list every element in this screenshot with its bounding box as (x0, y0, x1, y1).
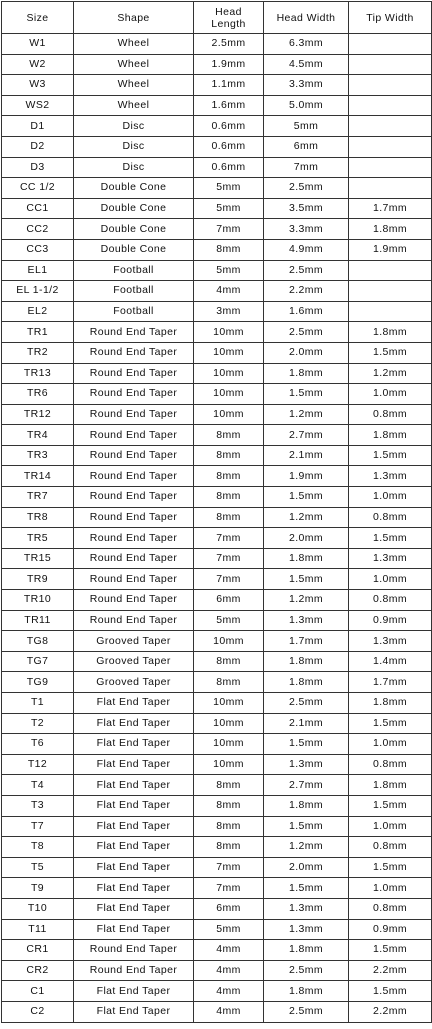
size-cell: TR15 (2, 548, 74, 569)
head-length-cell: 8mm (194, 466, 264, 487)
head-length-cell: 1.9mm (194, 54, 264, 75)
head-length-cell: 5mm (194, 198, 264, 219)
table-row (2, 136, 432, 157)
size-cell: TR8 (2, 507, 74, 528)
head-length-cell: 8mm (194, 672, 264, 693)
head-width-cell: 2.1mm (264, 445, 349, 466)
head-length-cell: 5mm (194, 610, 264, 631)
head-length-cell: 1.1mm (194, 75, 264, 96)
size-cell: D3 (2, 157, 74, 178)
table-row (2, 198, 432, 219)
size-cell: T6 (2, 734, 74, 755)
shape-cell: Disc (74, 136, 194, 157)
tip-width-cell: 1.0mm (349, 384, 432, 405)
head-length-cell: 0.6mm (194, 116, 264, 137)
size-cell: TR9 (2, 569, 74, 590)
size-cell: TR12 (2, 404, 74, 425)
head-length-cell: 8mm (194, 445, 264, 466)
size-cell: T12 (2, 754, 74, 775)
head-width-cell: 2.1mm (264, 713, 349, 734)
table-row (2, 837, 432, 858)
head-width-cell: 1.2mm (264, 404, 349, 425)
size-cell: CC3 (2, 239, 74, 260)
header-size: Size (2, 2, 74, 34)
size-cell: CR1 (2, 940, 74, 961)
table-row (2, 795, 432, 816)
shape-cell: Football (74, 281, 194, 302)
head-width-cell: 3.5mm (264, 198, 349, 219)
size-cell: TR11 (2, 610, 74, 631)
table-row (2, 878, 432, 899)
bur-size-table (1, 1, 432, 1023)
tip-width-cell: 1.5mm (349, 342, 432, 363)
head-width-cell: 1.8mm (264, 651, 349, 672)
shape-cell: Grooved Taper (74, 631, 194, 652)
tip-width-cell: 1.8mm (349, 775, 432, 796)
head-width-cell: 2.0mm (264, 342, 349, 363)
size-cell: T3 (2, 795, 74, 816)
head-length-cell: 4mm (194, 981, 264, 1002)
table-row (2, 34, 432, 55)
head-width-cell: 2.0mm (264, 528, 349, 549)
head-width-cell: 1.3mm (264, 919, 349, 940)
head-width-cell: 1.3mm (264, 754, 349, 775)
head-width-cell: 3.3mm (264, 75, 349, 96)
table-row (2, 466, 432, 487)
head-length-cell: 3mm (194, 301, 264, 322)
head-length-cell: 10mm (194, 754, 264, 775)
shape-cell: Round End Taper (74, 940, 194, 961)
header-row (2, 2, 432, 34)
header-head-length-line2: Length (211, 17, 246, 30)
shape-cell: Flat End Taper (74, 857, 194, 878)
tip-width-cell: 1.4mm (349, 651, 432, 672)
shape-cell: Round End Taper (74, 507, 194, 528)
tip-width-cell: 1.8mm (349, 322, 432, 343)
table-row (2, 651, 432, 672)
table-row (2, 425, 432, 446)
shape-cell: Football (74, 301, 194, 322)
tip-width-cell: 0.8mm (349, 590, 432, 611)
table-row (2, 693, 432, 714)
tip-width-cell: 0.8mm (349, 754, 432, 775)
size-cell: T5 (2, 857, 74, 878)
table-row (2, 940, 432, 961)
head-length-cell: 10mm (194, 734, 264, 755)
table-row (2, 528, 432, 549)
head-width-cell: 2.5mm (264, 693, 349, 714)
table-row (2, 363, 432, 384)
shape-cell: Round End Taper (74, 425, 194, 446)
head-length-cell: 8mm (194, 239, 264, 260)
tip-width-cell: 1.5mm (349, 857, 432, 878)
size-cell: TR14 (2, 466, 74, 487)
shape-cell: Flat End Taper (74, 1001, 194, 1022)
header-head-length (194, 2, 264, 34)
size-cell: D2 (2, 136, 74, 157)
head-width-cell: 1.5mm (264, 384, 349, 405)
shape-cell: Round End Taper (74, 590, 194, 611)
head-width-cell: 2.5mm (264, 960, 349, 981)
size-cell: TR1 (2, 322, 74, 343)
table-row (2, 981, 432, 1002)
head-length-cell: 5mm (194, 260, 264, 281)
tip-width-cell: 0.8mm (349, 507, 432, 528)
head-width-cell: 7mm (264, 157, 349, 178)
size-cell: CC2 (2, 219, 74, 240)
table-row (2, 342, 432, 363)
head-width-cell: 4.5mm (264, 54, 349, 75)
size-cell: TR10 (2, 590, 74, 611)
size-cell: WS2 (2, 95, 74, 116)
size-cell: D1 (2, 116, 74, 137)
table-row (2, 95, 432, 116)
head-width-cell: 2.0mm (264, 857, 349, 878)
shape-cell: Flat End Taper (74, 816, 194, 837)
tip-width-cell: 1.7mm (349, 672, 432, 693)
head-length-cell: 10mm (194, 384, 264, 405)
shape-cell: Round End Taper (74, 528, 194, 549)
shape-cell: Disc (74, 157, 194, 178)
head-width-cell: 1.5mm (264, 487, 349, 508)
head-length-cell: 7mm (194, 548, 264, 569)
header-head-width: Head Width (264, 2, 349, 34)
head-width-cell: 1.7mm (264, 631, 349, 652)
shape-cell: Flat End Taper (74, 898, 194, 919)
size-cell: TR7 (2, 487, 74, 508)
table-row (2, 54, 432, 75)
shape-cell: Wheel (74, 34, 194, 55)
head-length-cell: 10mm (194, 363, 264, 384)
head-width-cell: 1.3mm (264, 898, 349, 919)
shape-cell: Flat End Taper (74, 981, 194, 1002)
head-length-cell: 5mm (194, 919, 264, 940)
table-row (2, 116, 432, 137)
head-length-cell: 6mm (194, 898, 264, 919)
head-width-cell: 2.5mm (264, 322, 349, 343)
table-row (2, 507, 432, 528)
shape-cell: Double Cone (74, 219, 194, 240)
head-length-cell: 10mm (194, 693, 264, 714)
size-cell: TR3 (2, 445, 74, 466)
table-row (2, 569, 432, 590)
tip-width-cell: 1.8mm (349, 693, 432, 714)
shape-cell: Flat End Taper (74, 837, 194, 858)
head-length-cell: 0.6mm (194, 136, 264, 157)
tip-width-cell: 1.0mm (349, 816, 432, 837)
table-row (2, 775, 432, 796)
tip-width-cell: 1.5mm (349, 445, 432, 466)
head-width-cell: 2.7mm (264, 775, 349, 796)
tip-width-cell: 1.9mm (349, 239, 432, 260)
head-length-cell: 0.6mm (194, 157, 264, 178)
size-cell: TG8 (2, 631, 74, 652)
tip-width-cell: 2.2mm (349, 1001, 432, 1022)
head-width-cell: 1.8mm (264, 672, 349, 693)
shape-cell: Flat End Taper (74, 919, 194, 940)
table-row (2, 157, 432, 178)
shape-cell: Round End Taper (74, 363, 194, 384)
head-length-cell: 10mm (194, 342, 264, 363)
tip-width-cell: 1.7mm (349, 198, 432, 219)
size-cell: CC 1/2 (2, 178, 74, 199)
head-width-cell: 2.5mm (264, 178, 349, 199)
size-cell: TR13 (2, 363, 74, 384)
tip-width-cell (349, 301, 432, 322)
table-row (2, 960, 432, 981)
table-row (2, 919, 432, 940)
table-row (2, 754, 432, 775)
size-cell: CR2 (2, 960, 74, 981)
size-cell: TR6 (2, 384, 74, 405)
size-cell: TR5 (2, 528, 74, 549)
table-row (2, 178, 432, 199)
head-length-cell: 8mm (194, 837, 264, 858)
head-width-cell: 1.2mm (264, 837, 349, 858)
head-length-cell: 7mm (194, 219, 264, 240)
head-length-cell: 10mm (194, 322, 264, 343)
shape-cell: Round End Taper (74, 404, 194, 425)
head-length-cell: 1.6mm (194, 95, 264, 116)
size-cell: T7 (2, 816, 74, 837)
head-length-cell: 8mm (194, 651, 264, 672)
size-cell: TR2 (2, 342, 74, 363)
tip-width-cell (349, 281, 432, 302)
tip-width-cell (349, 260, 432, 281)
table-row (2, 404, 432, 425)
head-width-cell: 2.5mm (264, 260, 349, 281)
table-row (2, 898, 432, 919)
head-width-cell: 2.7mm (264, 425, 349, 446)
head-length-cell: 10mm (194, 631, 264, 652)
shape-cell: Grooved Taper (74, 672, 194, 693)
head-width-cell: 2.5mm (264, 1001, 349, 1022)
table-row (2, 631, 432, 652)
shape-cell: Flat End Taper (74, 795, 194, 816)
head-width-cell: 5.0mm (264, 95, 349, 116)
size-cell: T10 (2, 898, 74, 919)
table-row (2, 445, 432, 466)
table-row (2, 384, 432, 405)
size-cell: CC1 (2, 198, 74, 219)
head-length-cell: 7mm (194, 528, 264, 549)
shape-cell: Football (74, 260, 194, 281)
tip-width-cell: 1.0mm (349, 878, 432, 899)
head-width-cell: 1.8mm (264, 363, 349, 384)
head-width-cell: 1.8mm (264, 548, 349, 569)
head-width-cell: 1.8mm (264, 981, 349, 1002)
head-width-cell: 1.8mm (264, 795, 349, 816)
head-length-cell: 2.5mm (194, 34, 264, 55)
head-width-cell: 1.5mm (264, 734, 349, 755)
head-width-cell: 1.2mm (264, 590, 349, 611)
table-row (2, 610, 432, 631)
size-cell: TG7 (2, 651, 74, 672)
head-length-cell: 8mm (194, 487, 264, 508)
size-cell: T2 (2, 713, 74, 734)
table-row (2, 281, 432, 302)
table-row (2, 487, 432, 508)
head-length-cell: 4mm (194, 940, 264, 961)
head-length-cell: 10mm (194, 404, 264, 425)
shape-cell: Flat End Taper (74, 878, 194, 899)
table-row (2, 816, 432, 837)
head-length-cell: 7mm (194, 569, 264, 590)
table-row (2, 548, 432, 569)
shape-cell: Round End Taper (74, 445, 194, 466)
tip-width-cell: 1.0mm (349, 569, 432, 590)
shape-cell: Grooved Taper (74, 651, 194, 672)
size-cell: C2 (2, 1001, 74, 1022)
tip-width-cell: 1.3mm (349, 466, 432, 487)
head-length-cell: 10mm (194, 713, 264, 734)
head-width-cell: 1.2mm (264, 507, 349, 528)
tip-width-cell: 1.5mm (349, 795, 432, 816)
header-tip-width: Tip Width (349, 2, 432, 34)
size-cell: W1 (2, 34, 74, 55)
shape-cell: Flat End Taper (74, 775, 194, 796)
tip-width-cell: 2.2mm (349, 960, 432, 981)
table-row (2, 672, 432, 693)
size-cell: W2 (2, 54, 74, 75)
shape-cell: Round End Taper (74, 322, 194, 343)
tip-width-cell: 1.5mm (349, 713, 432, 734)
tip-width-cell: 0.9mm (349, 919, 432, 940)
shape-cell: Round End Taper (74, 548, 194, 569)
tip-width-cell (349, 157, 432, 178)
shape-cell: Wheel (74, 75, 194, 96)
shape-cell: Flat End Taper (74, 754, 194, 775)
size-cell: TR4 (2, 425, 74, 446)
table-row (2, 857, 432, 878)
tip-width-cell: 1.3mm (349, 631, 432, 652)
head-width-cell: 1.8mm (264, 940, 349, 961)
tip-width-cell: 0.8mm (349, 898, 432, 919)
head-length-cell: 8mm (194, 775, 264, 796)
header-head-length-line1: Head (215, 5, 242, 18)
tip-width-cell: 1.0mm (349, 487, 432, 508)
head-width-cell: 1.9mm (264, 466, 349, 487)
head-length-cell: 7mm (194, 878, 264, 899)
shape-cell: Disc (74, 116, 194, 137)
table-row (2, 713, 432, 734)
size-cell: T1 (2, 693, 74, 714)
shape-cell: Double Cone (74, 198, 194, 219)
table-row (2, 75, 432, 96)
tip-width-cell: 0.8mm (349, 404, 432, 425)
size-cell: EL1 (2, 260, 74, 281)
head-length-cell: 6mm (194, 590, 264, 611)
tip-width-cell: 1.5mm (349, 981, 432, 1002)
head-width-cell: 2.2mm (264, 281, 349, 302)
head-width-cell: 4.9mm (264, 239, 349, 260)
shape-cell: Round End Taper (74, 569, 194, 590)
tip-width-cell: 1.3mm (349, 548, 432, 569)
head-width-cell: 1.5mm (264, 569, 349, 590)
shape-cell: Double Cone (74, 239, 194, 260)
tip-width-cell (349, 34, 432, 55)
head-width-cell: 1.5mm (264, 816, 349, 837)
tip-width-cell: 0.9mm (349, 610, 432, 631)
shape-cell: Round End Taper (74, 610, 194, 631)
shape-cell: Flat End Taper (74, 693, 194, 714)
tip-width-cell: 1.8mm (349, 219, 432, 240)
size-cell: EL2 (2, 301, 74, 322)
tip-width-cell: 1.5mm (349, 528, 432, 549)
table-body (2, 34, 432, 1023)
head-width-cell: 1.5mm (264, 878, 349, 899)
tip-width-cell: 1.8mm (349, 425, 432, 446)
table-row (2, 590, 432, 611)
head-width-cell: 1.3mm (264, 610, 349, 631)
head-length-cell: 4mm (194, 281, 264, 302)
header-shape: Shape (74, 2, 194, 34)
head-length-cell: 8mm (194, 816, 264, 837)
size-cell: C1 (2, 981, 74, 1002)
head-width-cell: 6.3mm (264, 34, 349, 55)
head-width-cell: 1.6mm (264, 301, 349, 322)
tip-width-cell (349, 116, 432, 137)
shape-cell: Round End Taper (74, 487, 194, 508)
shape-cell: Flat End Taper (74, 734, 194, 755)
tip-width-cell: 1.2mm (349, 363, 432, 384)
size-cell: T11 (2, 919, 74, 940)
table-row (2, 219, 432, 240)
size-cell: EL 1-1/2 (2, 281, 74, 302)
head-width-cell: 6mm (264, 136, 349, 157)
tip-width-cell: 0.8mm (349, 837, 432, 858)
tip-width-cell (349, 95, 432, 116)
head-length-cell: 8mm (194, 795, 264, 816)
shape-cell: Round End Taper (74, 384, 194, 405)
tip-width-cell: 1.0mm (349, 734, 432, 755)
shape-cell: Round End Taper (74, 960, 194, 981)
table-row (2, 260, 432, 281)
table-row (2, 322, 432, 343)
shape-cell: Double Cone (74, 178, 194, 199)
head-length-cell: 8mm (194, 425, 264, 446)
head-length-cell: 8mm (194, 507, 264, 528)
tip-width-cell (349, 136, 432, 157)
tip-width-cell (349, 54, 432, 75)
shape-cell: Wheel (74, 54, 194, 75)
size-cell: T9 (2, 878, 74, 899)
tip-width-cell (349, 75, 432, 96)
size-cell: T8 (2, 837, 74, 858)
size-cell: W3 (2, 75, 74, 96)
tip-width-cell: 1.5mm (349, 940, 432, 961)
shape-cell: Round End Taper (74, 342, 194, 363)
shape-cell: Wheel (74, 95, 194, 116)
head-width-cell: 5mm (264, 116, 349, 137)
table-row (2, 239, 432, 260)
size-cell: TG9 (2, 672, 74, 693)
shape-cell: Flat End Taper (74, 713, 194, 734)
size-cell: T4 (2, 775, 74, 796)
tip-width-cell (349, 178, 432, 199)
head-width-cell: 3.3mm (264, 219, 349, 240)
table-row (2, 301, 432, 322)
head-length-cell: 7mm (194, 857, 264, 878)
head-length-cell: 4mm (194, 960, 264, 981)
shape-cell: Round End Taper (74, 466, 194, 487)
table-row (2, 734, 432, 755)
head-length-cell: 4mm (194, 1001, 264, 1022)
table-row (2, 1001, 432, 1022)
head-length-cell: 5mm (194, 178, 264, 199)
